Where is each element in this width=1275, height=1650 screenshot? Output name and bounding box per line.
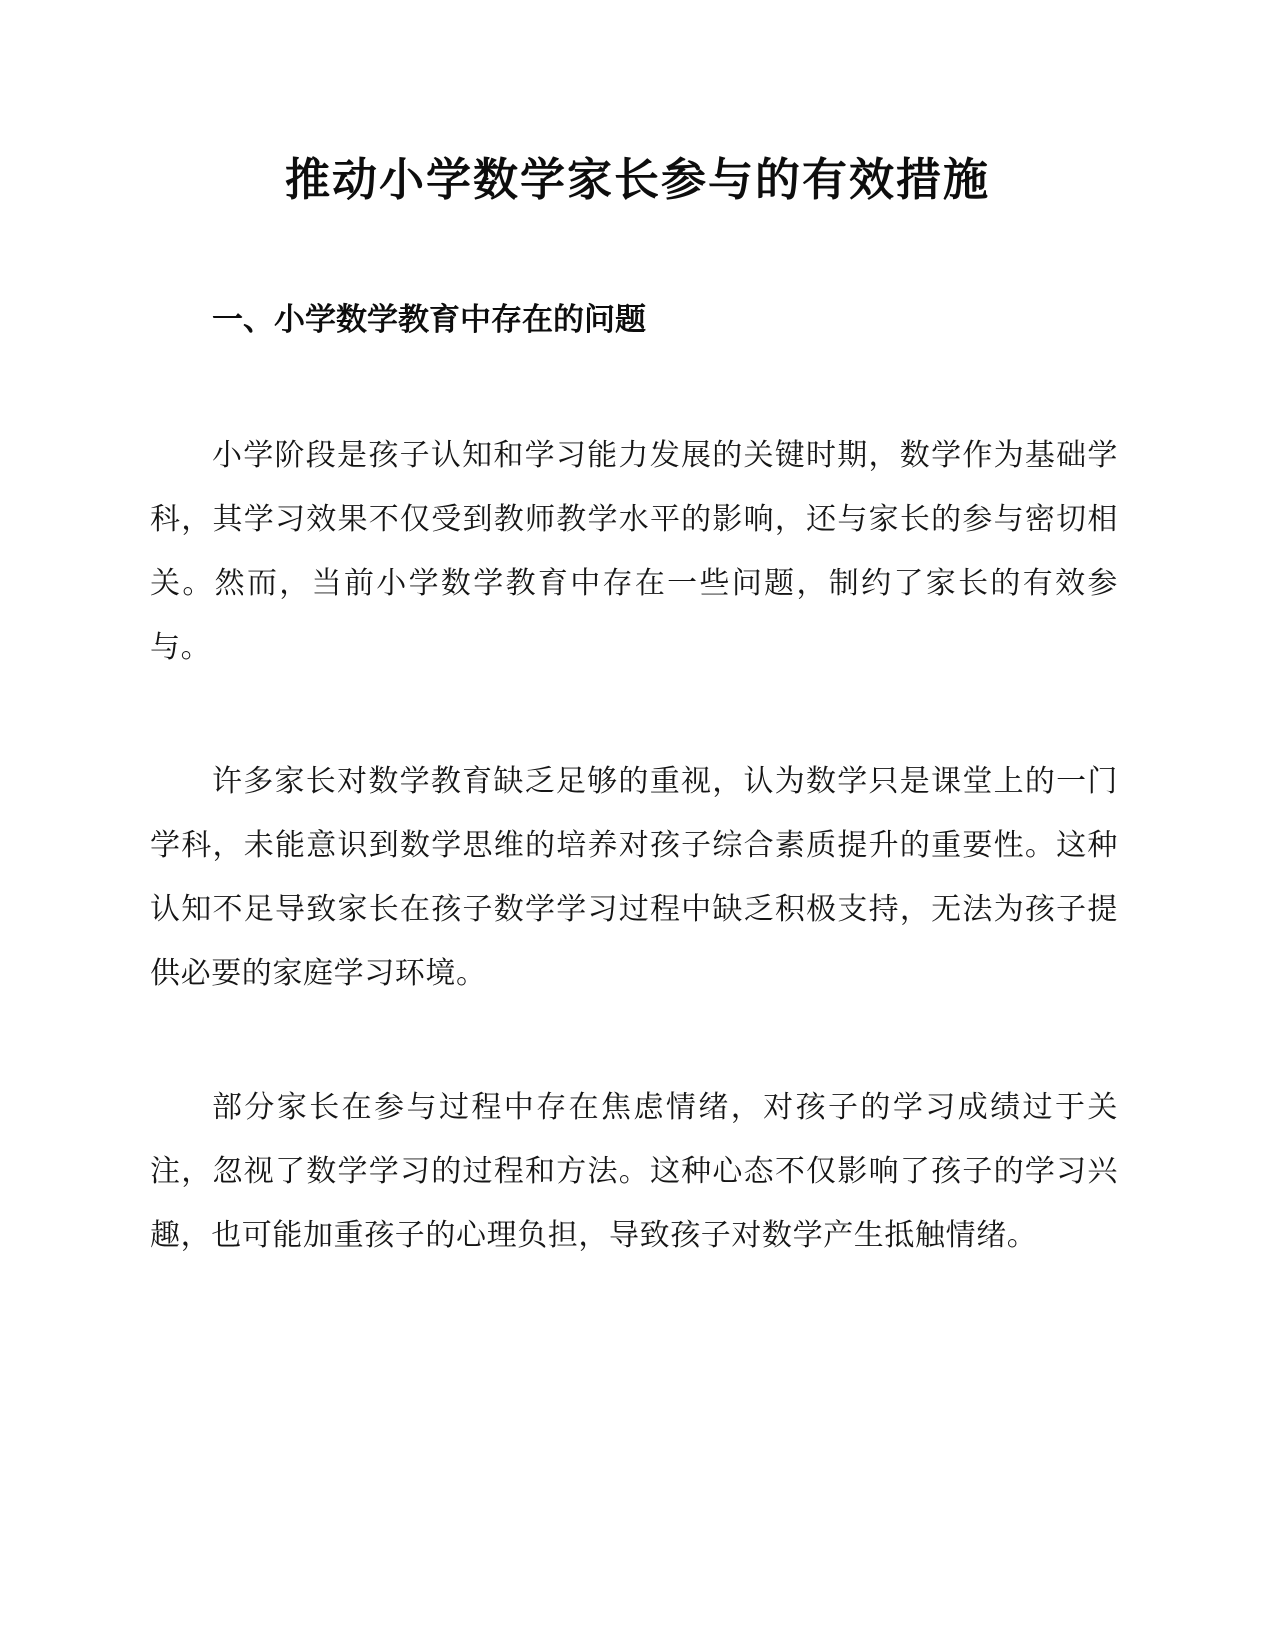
paragraph-2: 许多家长对数学教育缺乏足够的重视，认为数学只是课堂上的一门学科，未能意识到数学思维的培养对孩子综合素质提升的重要性。这种认知不足导致家长在孩子数学学习过程中缺乏积极支持，无法为孩子提供必要的家庭学习环境。	[150, 764, 1118, 991]
paragraph-3: 部分家长在参与过程中存在焦虑情绪，对孩子的学习成绩过于关注，忽视了数学学习的过程和方法。这种心态不仅影响了孩子的学习兴趣，也可能加重孩子的心理负担，导致孩子对数学产生抵触情绪。	[150, 1090, 1118, 1253]
page-title: 推动小学数学家长参与的有效措施	[284, 153, 990, 206]
paragraph-1: 小学阶段是孩子认知和学习能力发展的关键时期，数学作为基础学科，其学习效果不仅受到教师教学水平的影响，还与家长的参与密切相关。然而，当前小学数学教育中存在一些问题，制约了家长的有效参与。	[150, 438, 1118, 665]
section-heading: 一、小学数学教育中存在的问题	[212, 302, 646, 338]
